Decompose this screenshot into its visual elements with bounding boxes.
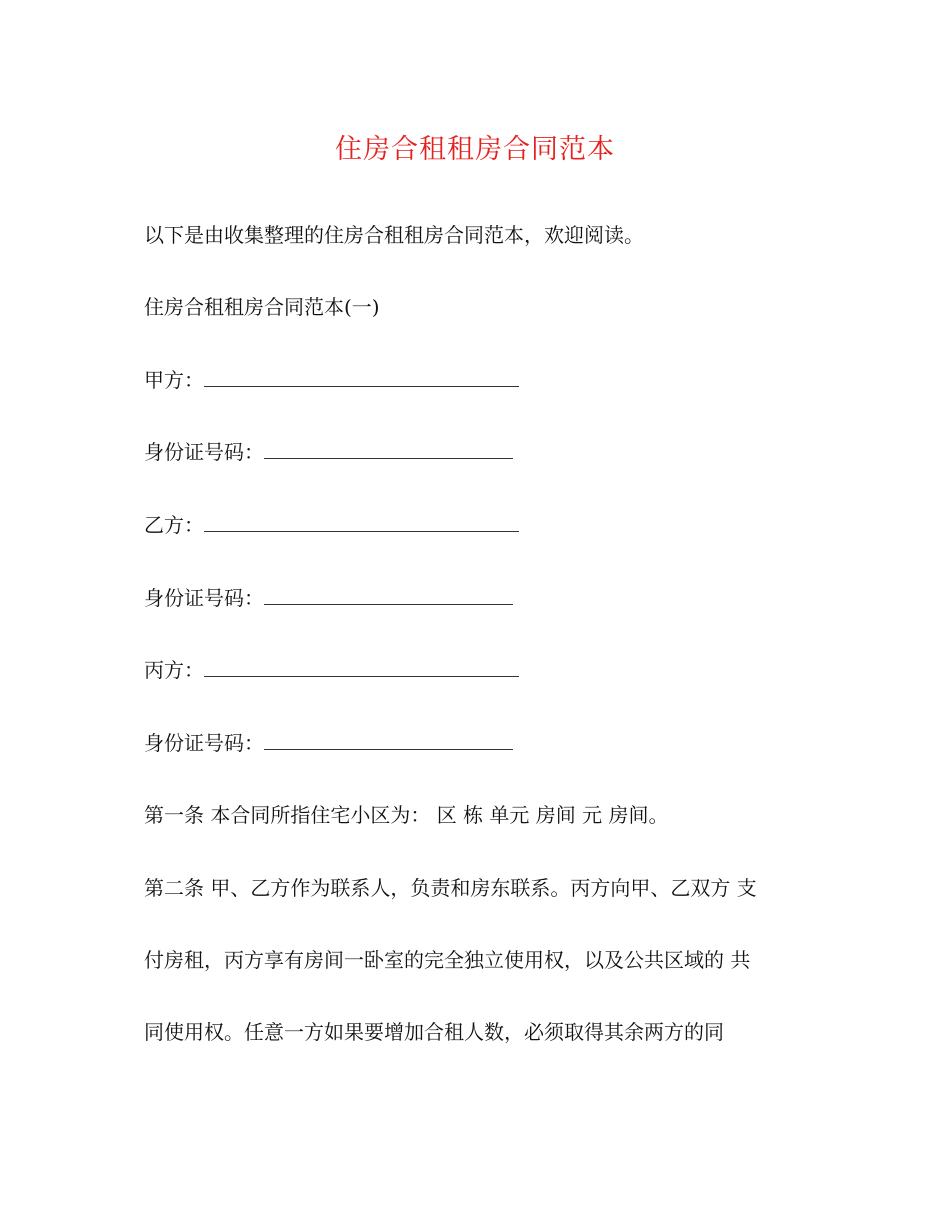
article-1: 第一条 本合同所指住宅小区为： 区 栋 单元 房间 元 房间。 [144, 803, 669, 827]
party-a-blank [204, 366, 519, 387]
article-2-line-1: 第二条 甲、乙方作为联系人，负责和房东联系。丙方向甲、乙双方 支 [144, 876, 757, 900]
party-a-id-blank [264, 438, 513, 459]
party-c-id-row [144, 728, 513, 758]
party-a-label: 甲方： [144, 368, 204, 392]
article-2-line-2: 付房租，丙方享有房间一卧室的完全独立使用权，以及公共区域的 共 [144, 948, 751, 972]
party-b-label: 乙方： [144, 513, 204, 537]
party-c-label: 丙方： [144, 658, 204, 682]
party-c-row [144, 655, 519, 685]
article-2-line-3: 同使用权。任意一方如果要增加合租人数，必须取得其余两方的同 [144, 1020, 724, 1044]
party-a-id-row [144, 437, 513, 467]
party-c-id-label: 身份证号码： [144, 731, 264, 755]
section-heading: 住房合租租房合同范本(一) [144, 295, 380, 319]
party-b-id-blank [264, 584, 513, 605]
party-b-id-label: 身份证号码： [144, 586, 264, 610]
party-b-blank [204, 511, 519, 532]
party-a-row [144, 365, 519, 395]
party-c-id-blank [264, 729, 513, 750]
party-c-blank [204, 656, 519, 677]
party-a-id-label: 身份证号码： [144, 440, 264, 464]
intro-paragraph: 以下是由收集整理的住房合租租房合同范本，欢迎阅读。 [144, 223, 644, 247]
party-b-id-row [144, 583, 513, 613]
document-title: 住房合租租房合同范本 [335, 134, 615, 165]
party-b-row [144, 510, 519, 540]
